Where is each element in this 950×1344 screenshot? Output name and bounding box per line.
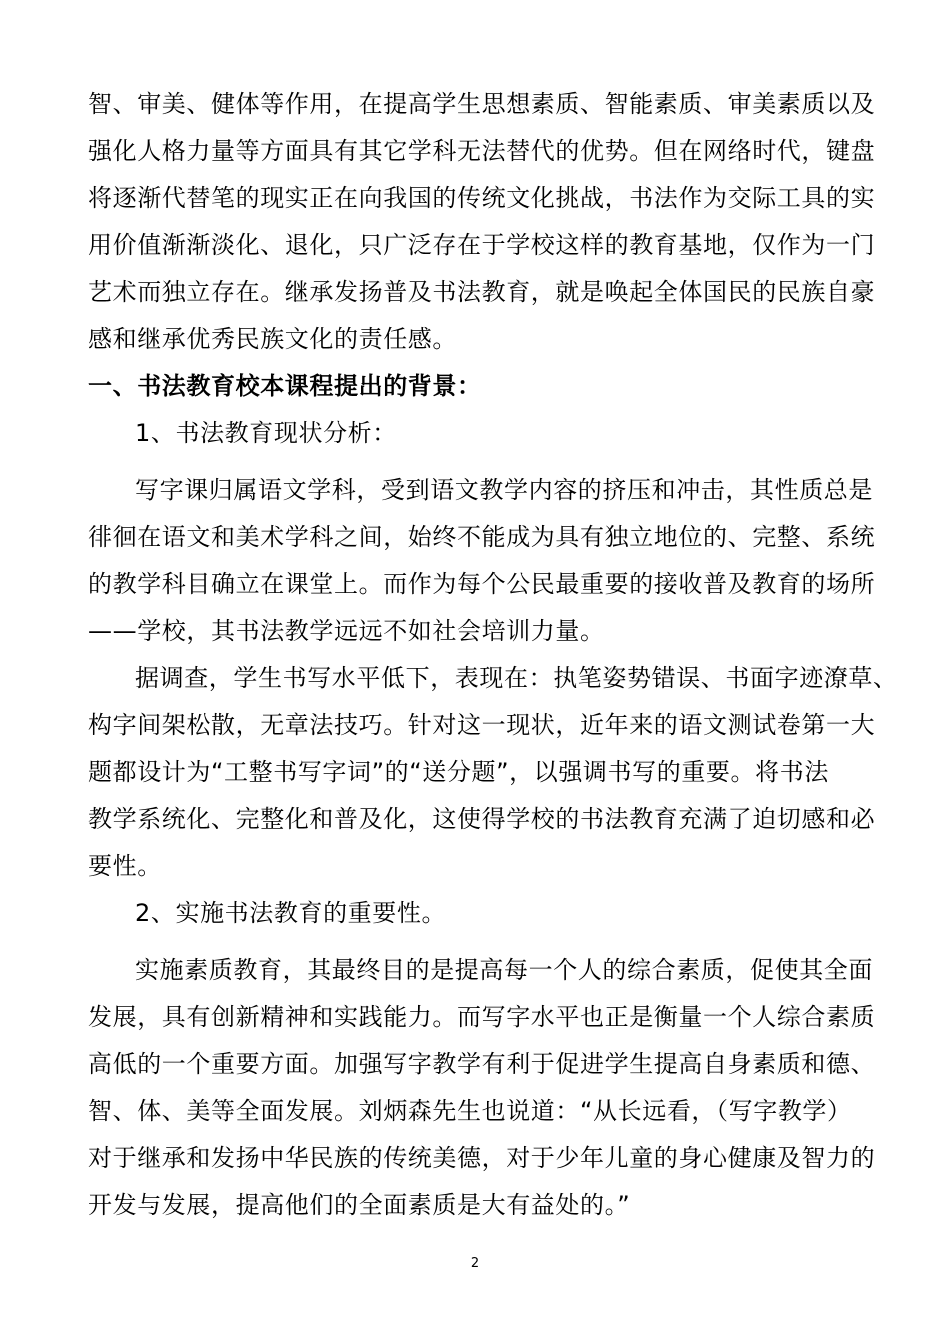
intro-line-4: 用价值渐渐淡化、退化，只广泛存在于学校这样的教育基地，仅作为一门	[88, 231, 876, 259]
page-number: 2	[470, 1256, 480, 1271]
paragraph-2-line-4: 教学系统化、完整化和普及化，这使得学校的书法教育充满了迫切感和必	[88, 805, 876, 833]
paragraph-2-line-5: 要性。	[88, 852, 162, 880]
paragraph-3-line-6: 开发与发展，提高他们的全面素质是大有益处的。”	[88, 1191, 631, 1219]
paragraph-1-line-1: 写字课归属语文学科，受到语文教学内容的挤压和冲击，其性质总是	[135, 476, 873, 504]
paragraph-2-line-2: 构字间架松散，无章法技巧。针对这一现状，近年来的语文测试卷第一大	[88, 711, 876, 739]
paragraph-3-line-2: 发展，具有创新精神和实践能力。而写字水平也正是衡量一个人综合素质	[88, 1003, 876, 1031]
paragraph-1-line-2: 徘徊在语文和美术学科之间，始终不能成为具有独立地位的、完整、系统	[88, 523, 876, 551]
paragraph-2-line-3: 题都设计为“工整书写字词”的“送分题”，以强调书写的重要。将书法	[88, 758, 829, 786]
intro-line-1: 智、审美、健体等作用，在提高学生思想素质、智能素质、审美素质以及	[88, 90, 876, 118]
intro-line-5: 艺术而独立存在。继承发扬普及书法教育，就是唤起全体国民的民族自豪	[88, 278, 876, 306]
subheading-importance: 2、实施书法教育的重要性。	[135, 899, 447, 927]
paragraph-3-line-4: 智、体、美等全面发展。刘炳森先生也说道：“从长远看，（写字教学）	[88, 1097, 852, 1125]
paragraph-1-line-4: ——学校，其书法教学远远不如社会培训力量。	[88, 617, 605, 645]
section-heading: 一、书法教育校本课程提出的背景：	[88, 372, 482, 400]
intro-line-3: 将逐渐代替笔的现实正在向我国的传统文化挑战，书法作为交际工具的实	[88, 184, 876, 212]
paragraph-3-line-3: 高低的一个重要方面。加强写字教学有利于促进学生提高自身素质和德、	[88, 1050, 876, 1078]
paragraph-3-line-1: 实施素质教育，其最终目的是提高每一个人的综合素质，促使其全面	[135, 956, 873, 984]
paragraph-3-line-5: 对于继承和发扬中华民族的传统美德，对于少年儿童的身心健康及智力的	[88, 1144, 876, 1172]
subheading-current-status: 1、书法教育现状分析：	[135, 419, 397, 447]
intro-line-2: 强化人格力量等方面具有其它学科无法替代的优势。但在网络时代，键盘	[88, 137, 876, 165]
paragraph-1-line-3: 的教学科目确立在课堂上。而作为每个公民最重要的接收普及教育的场所	[88, 570, 876, 598]
intro-line-6: 感和继承优秀民族文化的责任感。	[88, 325, 457, 353]
paragraph-2-line-1: 据调查，学生书写水平低下，表现在：执笔姿势错误、书面字迹潦草、	[135, 664, 898, 692]
